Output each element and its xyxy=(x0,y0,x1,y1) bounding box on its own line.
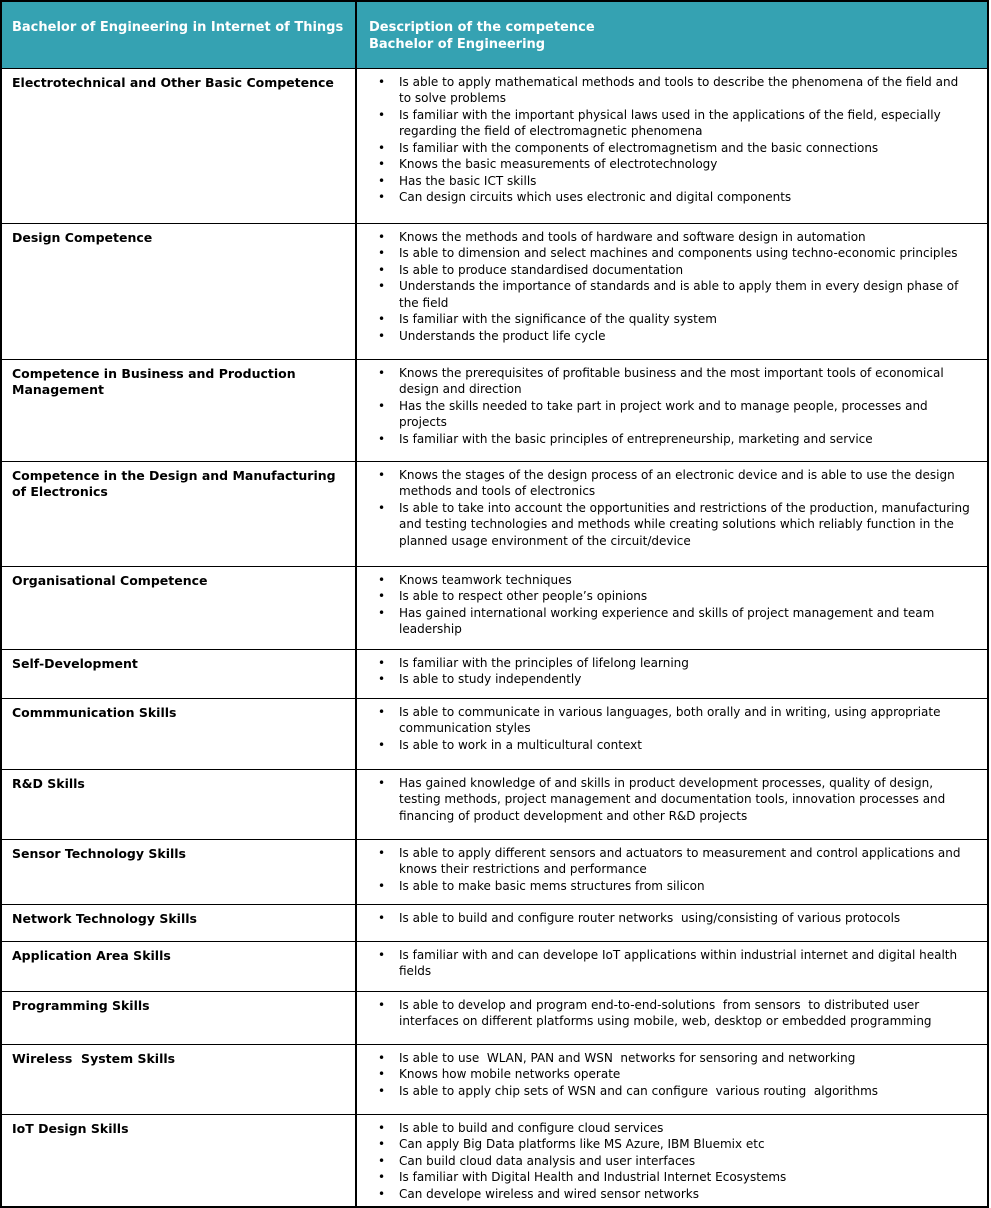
competence-description-cell xyxy=(356,941,988,991)
header-row xyxy=(1,1,988,68)
table-row xyxy=(1,68,988,223)
bullet-item: • Is familiar with the basic principles of entrepreneurship, marketing and service xyxy=(369,431,973,448)
bullet-item: • Can build cloud data analysis and user interfaces xyxy=(369,1153,973,1170)
competence-description-cell xyxy=(356,1044,988,1114)
table-row xyxy=(1,461,988,566)
competence-description-cell xyxy=(356,991,988,1044)
bullet-item: • Can develope wireless and wired sensor networks xyxy=(369,1186,973,1203)
competence-description-cell xyxy=(356,223,988,359)
bullet-item: • Knows the basic measurements of electrotechnology xyxy=(369,156,973,173)
competence-title: Programming Skills xyxy=(1,991,356,1044)
bullet-list xyxy=(369,467,973,550)
competence-description-cell xyxy=(356,566,988,649)
table-header xyxy=(1,1,988,68)
bullet-list xyxy=(369,229,973,345)
competence-title: Application Area Skills xyxy=(1,941,356,991)
competence-title: Competence in Business and Production Management xyxy=(1,359,356,461)
bullet-item: • Knows how mobile networks operate xyxy=(369,1066,973,1083)
bullet-item: • Is able to develop and program end-to-end-solutions from sensors to distributed user interfaces on different platforms using mobile, web, desktop or embedded programming xyxy=(369,997,973,1030)
bullet-list xyxy=(369,910,973,927)
bullet-item: • Understands the importance of standards and is able to apply them in every design phase of the field xyxy=(369,278,973,311)
bullet-item: • Is familiar with the principles of lifelong learning xyxy=(369,655,973,672)
header-description-line2: Bachelor of Engineering xyxy=(369,37,546,52)
bullet-list xyxy=(369,997,973,1030)
bullet-item: • Has gained knowledge of and skills in product development processes, quality of design, testing methods, project management and documentation tools, innovation processes and financing of product development and other R&D projects xyxy=(369,775,973,825)
bullet-item: • Knows the prerequisites of profitable business and the most important tools of economical design and direction xyxy=(369,365,973,398)
bullet-list xyxy=(369,655,973,688)
bullet-item: • Is familiar with Digital Health and Industrial Internet Ecosystems xyxy=(369,1169,973,1186)
competence-title: Organisational Competence xyxy=(1,566,356,649)
bullet-item: • Is able to apply chip sets of WSN and can configure various routing algorithms xyxy=(369,1083,973,1100)
bullet-item: • Knows teamwork techniques xyxy=(369,572,973,589)
competence-description-cell xyxy=(356,1114,988,1207)
header-description-line1: Description of the competence xyxy=(369,20,595,35)
table-row xyxy=(1,566,988,649)
table-row xyxy=(1,359,988,461)
competence-title: Sensor Technology Skills xyxy=(1,839,356,904)
table-row xyxy=(1,991,988,1044)
table-row xyxy=(1,839,988,904)
bullet-item: • Is able to communicate in various languages, both orally and in writing, using appropriate communication styles xyxy=(369,704,973,737)
bullet-list xyxy=(369,365,973,448)
bullet-item: • Has the basic ICT skills xyxy=(369,173,973,190)
table-row xyxy=(1,1114,988,1207)
bullet-item: • Is familiar with the significance of the quality system xyxy=(369,311,973,328)
bullet-item: • Is able to build and configure cloud services xyxy=(369,1120,973,1137)
bullet-item: • Is able to apply different sensors and actuators to measurement and control applications and knows their restrictions and performance xyxy=(369,845,973,878)
bullet-item: • Has gained international working experience and skills of project management and team leadership xyxy=(369,605,973,638)
table-body xyxy=(1,68,988,1207)
competence-title: Self-Development xyxy=(1,649,356,698)
bullet-item: • Is able to make basic mems structures from silicon xyxy=(369,878,973,895)
bullet-list xyxy=(369,704,973,754)
bullet-item: • Is able to produce standardised documentation xyxy=(369,262,973,279)
table-row xyxy=(1,223,988,359)
bullet-item: • Is able to take into account the opportunities and restrictions of the production, manufacturing and testing technologies and methods while creating solutions which reliably function in the planned usage environment of the circuit/device xyxy=(369,500,973,550)
competence-title: Electrotechnical and Other Basic Competence xyxy=(1,68,356,223)
bullet-item: • Is able to dimension and select machines and components using techno-economic principles xyxy=(369,245,973,262)
competence-title: Competence in the Design and Manufacturing of Electronics xyxy=(1,461,356,566)
competence-title: Network Technology Skills xyxy=(1,904,356,941)
table-row xyxy=(1,904,988,941)
competence-description-cell xyxy=(356,698,988,769)
bullet-item: • Is familiar with the important physical laws used in the applications of the field, especially regarding the field of electromagnetic phenomena xyxy=(369,107,973,140)
bullet-list xyxy=(369,572,973,638)
bullet-item: • Is able to build and configure router networks using/consisting of various protocols xyxy=(369,910,973,927)
bullet-item: • Is able to work in a multicultural context xyxy=(369,737,973,754)
competence-description-cell xyxy=(356,461,988,566)
competence-description-cell xyxy=(356,904,988,941)
competence-title: Wireless System Skills xyxy=(1,1044,356,1114)
bullet-item: • Is able to respect other people’s opinions xyxy=(369,588,973,605)
bullet-list xyxy=(369,845,973,895)
bullet-item: • Knows the methods and tools of hardware and software design in automation xyxy=(369,229,973,246)
bullet-item: • Has the skills needed to take part in project work and to manage people, processes and projects xyxy=(369,398,973,431)
bullet-item: • Is able to use WLAN, PAN and WSN networks for sensoring and networking xyxy=(369,1050,973,1067)
competence-description-cell xyxy=(356,649,988,698)
bullet-item: • Is able to study independently xyxy=(369,671,973,688)
header-cell-program: Bachelor of Engineering in Internet of Things xyxy=(1,1,356,68)
bullet-item: • Can apply Big Data platforms like MS Azure, IBM Bluemix etc xyxy=(369,1136,973,1153)
competence-description-cell xyxy=(356,839,988,904)
competence-title: Commmunication Skills xyxy=(1,698,356,769)
bullet-item: • Understands the product life cycle xyxy=(369,328,973,345)
competence-title: IoT Design Skills xyxy=(1,1114,356,1207)
bullet-item: • Knows the stages of the design process of an electronic device and is able to use the design methods and tools of electronics xyxy=(369,467,973,500)
competence-title: Design Competence xyxy=(1,223,356,359)
competence-description-cell xyxy=(356,68,988,223)
table-row xyxy=(1,941,988,991)
competence-description-cell xyxy=(356,769,988,839)
bullet-item: • Can design circuits which uses electronic and digital components xyxy=(369,189,973,206)
bullet-item: • Is able to apply mathematical methods and tools to describe the phenomena of the field and to solve problems xyxy=(369,74,973,107)
header-cell-description xyxy=(356,1,988,68)
competence-title: R&D Skills xyxy=(1,769,356,839)
bullet-list xyxy=(369,74,973,206)
table-row xyxy=(1,649,988,698)
table-row xyxy=(1,1044,988,1114)
bullet-list xyxy=(369,775,973,825)
table-row xyxy=(1,769,988,839)
bullet-list xyxy=(369,947,973,980)
table-row xyxy=(1,698,988,769)
competence-description-cell xyxy=(356,359,988,461)
bullet-list xyxy=(369,1120,973,1203)
bullet-item: • Is familiar with and can develope IoT applications within industrial internet and digital health fields xyxy=(369,947,973,980)
bullet-item: • Is familiar with the components of electromagnetism and the basic connections xyxy=(369,140,973,157)
bullet-list xyxy=(369,1050,973,1100)
